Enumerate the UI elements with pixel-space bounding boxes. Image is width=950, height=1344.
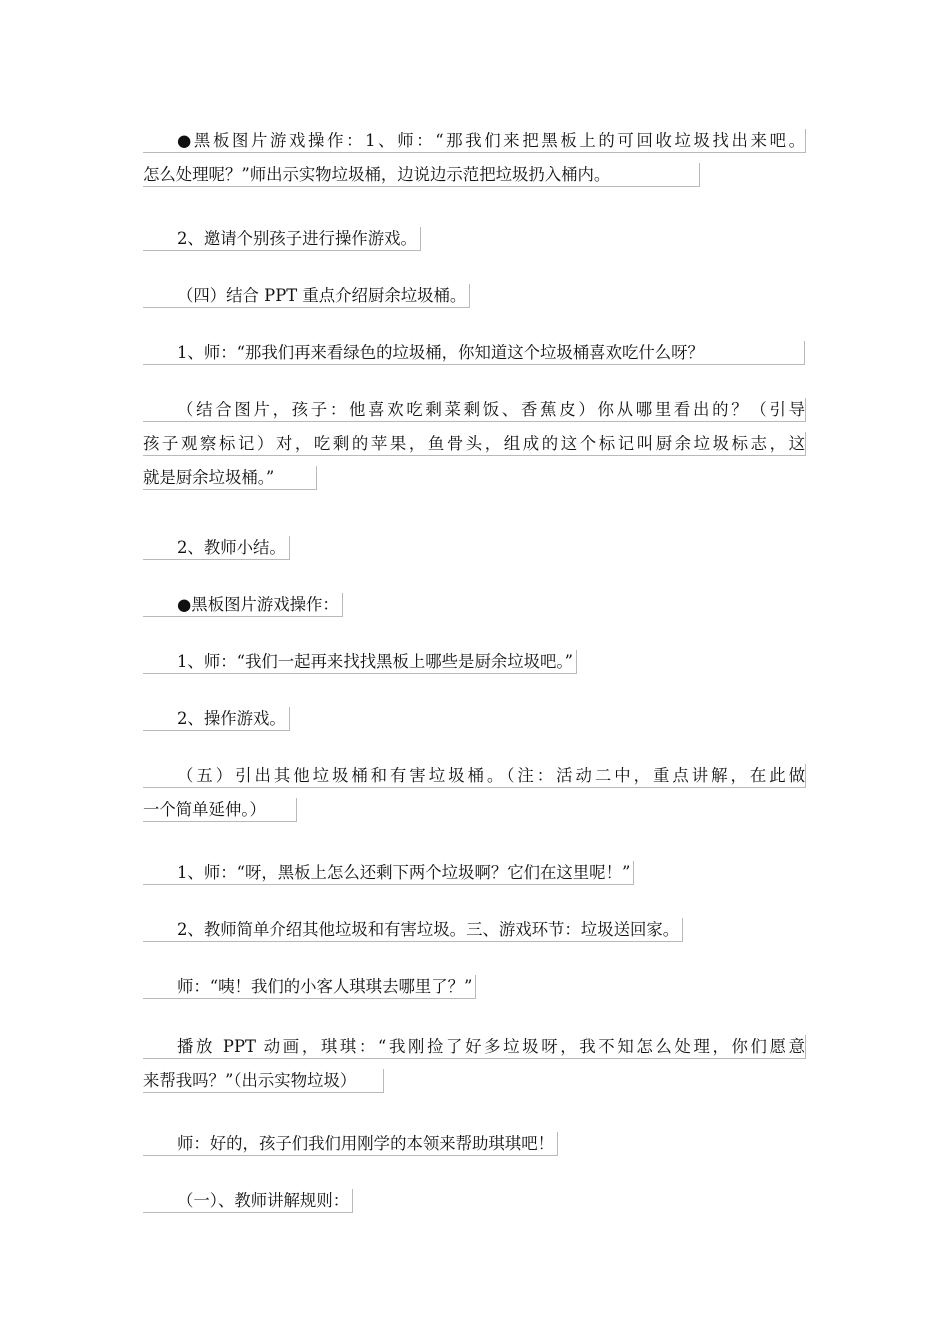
text-line: 一个简单延伸。） bbox=[143, 798, 297, 822]
paragraph-10 bbox=[143, 764, 806, 832]
paragraph-11 bbox=[143, 861, 806, 895]
paragraph-12 bbox=[143, 918, 806, 952]
text-line: 2、操作游戏。 bbox=[143, 707, 290, 731]
text-line: 就是厨余垃圾桶。” bbox=[143, 466, 317, 490]
text-line: 师：好的，孩子们我们用刚学的本领来帮助琪琪吧！ bbox=[143, 1132, 558, 1156]
text-line: ●黑板图片游戏操作：1、师：“那我们来把黑板上的可回收垃圾找出来吧。 bbox=[143, 129, 806, 153]
text-line: （一）、教师讲解规则： bbox=[143, 1189, 353, 1213]
text-line: 师：“咦！我们的小客人琪琪去哪里了？” bbox=[143, 975, 476, 999]
paragraph-9 bbox=[143, 707, 806, 741]
text-line: 2、教师简单介绍其他垃圾和有害垃圾。三、游戏环节：垃圾送回家。 bbox=[143, 918, 683, 942]
text-line: 播放 PPT 动画，琪琪：“我刚捡了好多垃圾呀，我不知怎么处理，你们愿意 bbox=[143, 1035, 806, 1059]
text-line: 怎么处理呢？”师出示实物垃圾桶，边说边示范把垃圾扔入桶内。 bbox=[143, 163, 700, 187]
paragraph-16 bbox=[143, 1189, 806, 1223]
text-line: （五）引出其他垃圾桶和有害垃圾桶。（注：活动二中，重点讲解，在此做 bbox=[143, 764, 806, 788]
text-line: ●黑板图片游戏操作： bbox=[143, 593, 343, 617]
paragraph-14 bbox=[143, 1035, 806, 1103]
text-line: （结合图片，孩子：他喜欢吃剩菜剩饭、香蕉皮）你从哪里看出的？（引导 bbox=[143, 398, 806, 422]
text-line: 2、教师小结。 bbox=[143, 536, 290, 560]
paragraph-4 bbox=[143, 341, 806, 375]
paragraph-7 bbox=[143, 593, 806, 627]
paragraph-3 bbox=[143, 284, 806, 318]
text-line: 孩子观察标记）对，吃剩的苹果，鱼骨头，组成的这个标记叫厨余垃圾标志，这 bbox=[143, 432, 806, 456]
text-line: 2、邀请个别孩子进行操作游戏。 bbox=[143, 227, 421, 251]
paragraph-8 bbox=[143, 650, 806, 684]
paragraph-5 bbox=[143, 398, 806, 500]
text-line: （四）结合 PPT 重点介绍厨余垃圾桶。 bbox=[143, 284, 470, 308]
text-line: 来帮我吗？”（出示实物垃圾） bbox=[143, 1069, 384, 1093]
paragraph-13 bbox=[143, 975, 806, 1009]
paragraph-1 bbox=[143, 129, 806, 197]
text-line: 1、师：“那我们再来看绿色的垃圾桶，你知道这个垃圾桶喜欢吃什么呀？ bbox=[143, 341, 805, 365]
paragraph-15 bbox=[143, 1132, 806, 1166]
paragraph-6 bbox=[143, 536, 806, 570]
paragraph-2 bbox=[143, 227, 806, 261]
text-line: 1、师：“呀，黑板上怎么还剩下两个垃圾啊？它们在这里呢！” bbox=[143, 861, 634, 885]
text-line: 1、师：“我们一起再来找找黑板上哪些是厨余垃圾吧。” bbox=[143, 650, 577, 674]
